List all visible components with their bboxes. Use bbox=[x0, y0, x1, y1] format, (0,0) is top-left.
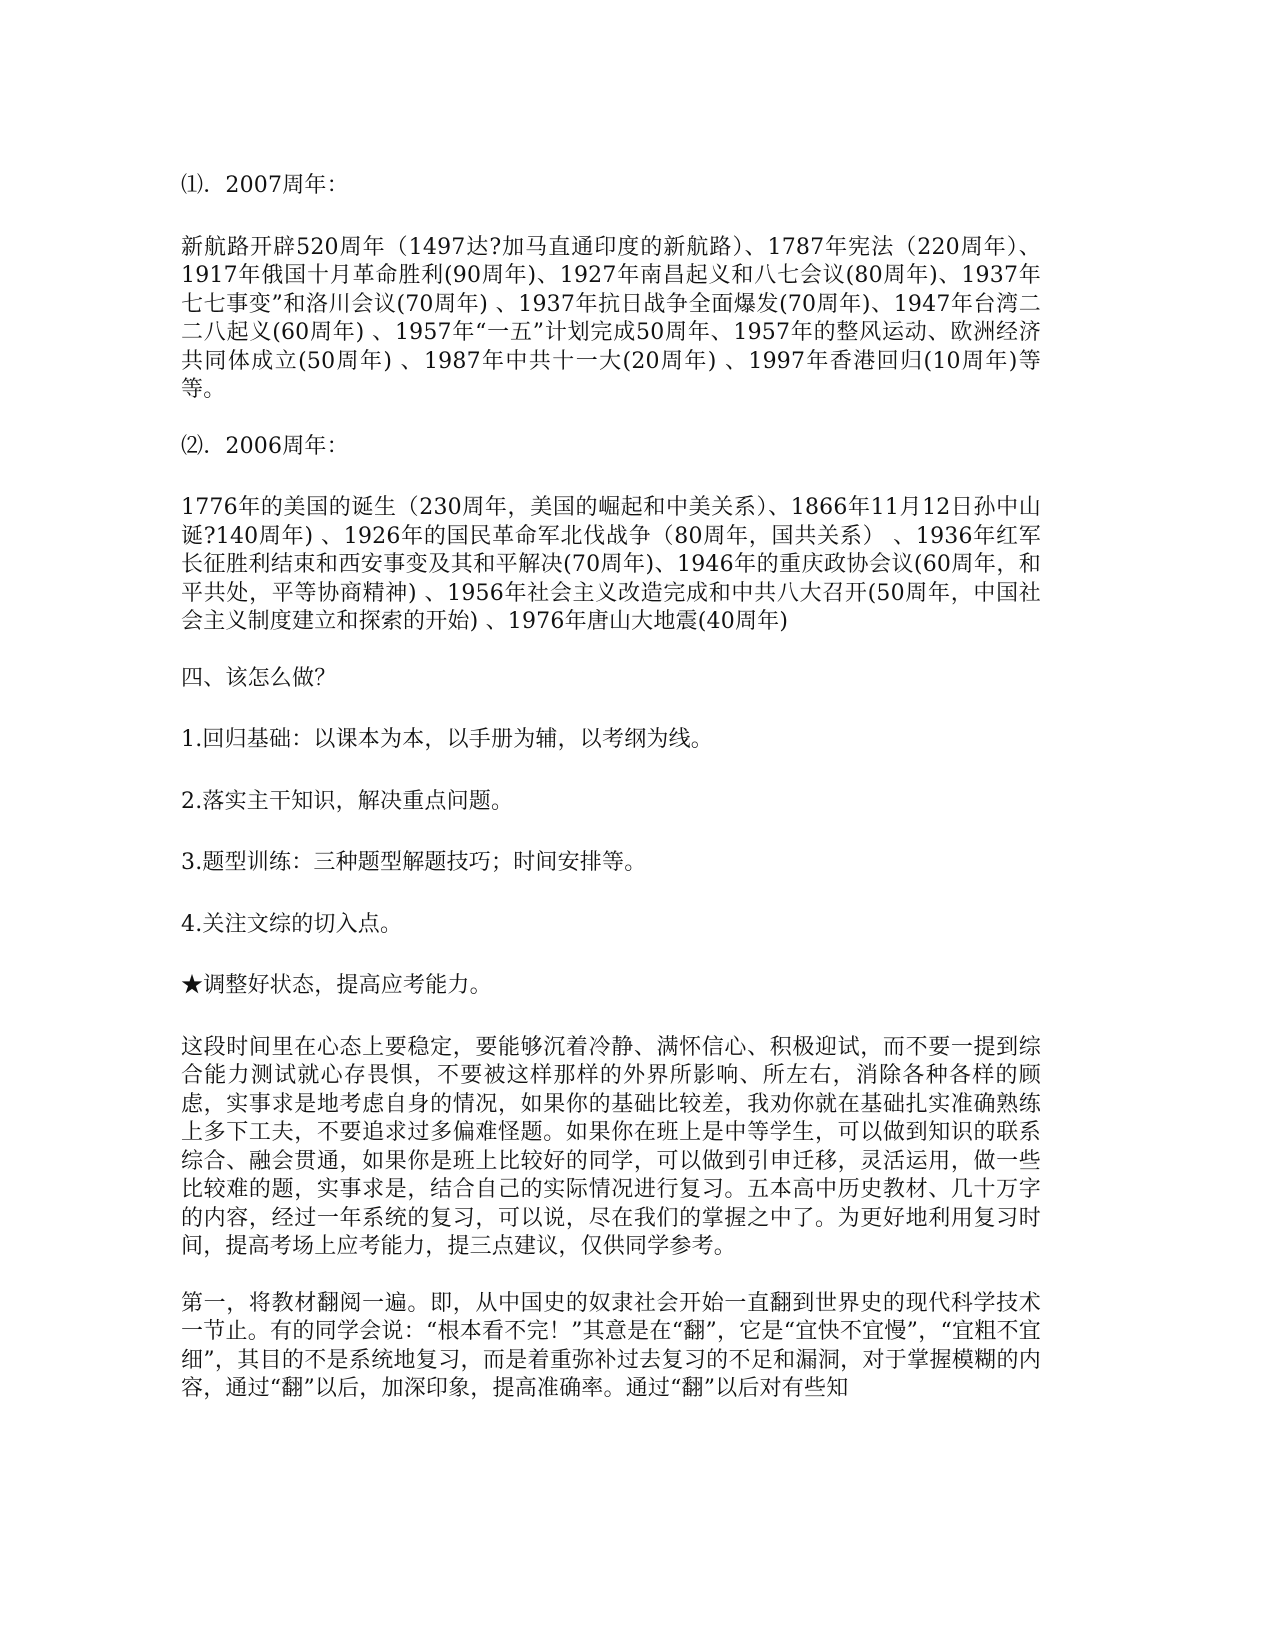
list-item-4: 4.关注文综的切入点。 bbox=[181, 911, 403, 937]
paragraph-state: 这段时间里在心态上要稳定，要能够沉着冷静、满怀信心、积极迎试，而不要一提到综合能力测试就心存畏惧，不要被这样那样的外界所影响、所左右，消除各种各样的顾虑，实事求是地考虑自身的情况，如果你的基础比较差，我劝你就在基础扎实准确熟练上多下工夫，不要追求过多偏难怪题。如果你在班上是中等学生，可以做到知识的联系综合、融会贯通，如果你是班上比较好的同学，可以做到引申迁移，灵活运用，做一些比较难的题，实事求是，结合自己的实际情况进行复习。五本高中历史教材、几十万字的内容，经过一年系统的复习，可以说，尽在我们的掌握之中了。为更好地利用复习时间，提高考场上应考能力，提三点建议，仅供同学参考。 bbox=[181, 1034, 1041, 1259]
list-item-3: 3.题型训练：三种题型解题技巧；时间安排等。 bbox=[181, 850, 647, 875]
section-2007-heading: ⑴．2007周年： bbox=[181, 173, 349, 198]
section-2006-heading: ⑵．2006周年： bbox=[181, 433, 349, 459]
document-page bbox=[181, 172, 1041, 1432]
star-heading: ★调整好状态，提高应考能力。 bbox=[181, 973, 492, 998]
paragraph-first: 第一，将教材翻阅一遍。即，从中国史的奴隶社会开始一直翻到世界史的现代科学技术一节止。有的同学会说：“根本看不完！”其意是在“翻”，它是“宜快不宜慢”，“宜粗不宜细”，其目的不是系统地复习，而是着重弥补过去复习的不足和漏洞，对于掌握模糊的内容，通过“翻”以后，加深印象，提高准确率。通过“翻”以后对有些知 bbox=[181, 1290, 1041, 1401]
list-item-1: 1.回归基础：以课本为本，以手册为辅，以考纲为线。 bbox=[181, 727, 713, 752]
section-4-heading: 四、该怎么做？ bbox=[181, 665, 337, 691]
section-2007-body: 新航路开辟520周年（1497达?加马直通印度的新航路）、1787年宪法（220周年）、1917年俄国十月革命胜利(90周年)、1927年南昌起义和八七会议(80周年)、1937年七七事变”和洛川会议(70周年) 、1937年抗日战争全面爆发(70周年)、1947年台湾二二八起义(60周年) 、1957年“一五”计划完成50周年、1957年的整风运动、欧洲经济共同体成立(50周年) 、1987年中共十一大(20周年) 、1997年香港回归(10周年)等等。 bbox=[181, 234, 1041, 402]
section-2006-body: 1776年的美国的诞生（230周年，美国的崛起和中美关系）、1866年11月12日孙中山诞?140周年) 、1926年的国民革命军北伐战争（80周年，国共关系） 、1936年红军长征胜利结束和西安事变及其和平解决(70周年)、1946年的重庆政协会议(60周年，和平共处，平等协商精神) 、1956年社会主义改造完成和中共八大召开(50周年，中国社会主义制度建立和探索的开始) 、1976年唐山大地震(40周年) bbox=[181, 495, 1041, 634]
list-item-2: 2.落实主干知识，解决重点问题。 bbox=[181, 788, 514, 814]
